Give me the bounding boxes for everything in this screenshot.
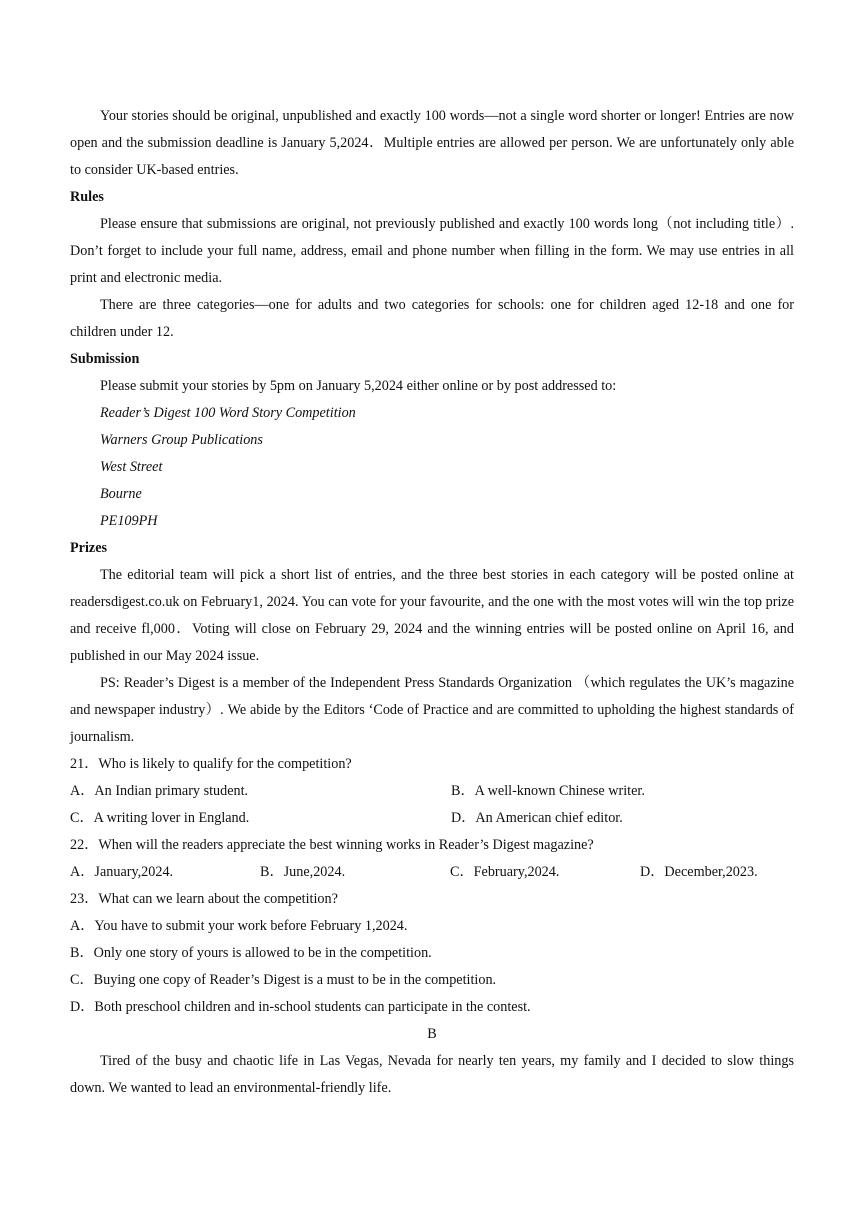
option-a: A．An Indian primary student. (70, 783, 249, 799)
option-c: C．February,2024. (450, 864, 560, 880)
option-b: B．Only one story of yours is allowed to be in the competition. (70, 945, 432, 961)
address-line: Bourne (100, 486, 142, 502)
option-d: D．An American chief editor. (451, 810, 623, 826)
address-line: Warners Group Publications (100, 432, 263, 448)
question-21-options-row-2 (70, 805, 794, 832)
question-22-options-row (70, 859, 794, 886)
rules-paragraph-2: There are three categories—one for adults and two categories for schools: one for children aged 12-18 and one for children under 12. (70, 297, 794, 340)
question-23-stem: 23．What can we learn about the competition? (70, 891, 338, 907)
address-line: Reader’s Digest 100 Word Story Competition (100, 405, 356, 421)
rules-heading: Rules (70, 189, 104, 205)
option-a: A．January,2024. (70, 864, 174, 880)
option-a: A．You have to submit your work before February 1,2024. (70, 918, 408, 934)
address-line: PE109PH (100, 513, 158, 529)
section-b-paragraph: Tired of the busy and chaotic life in Las Vegas, Nevada for nearly ten years, my family and I decided to slow things down. We wanted to lead an environmental-friendly life. (70, 1053, 794, 1096)
option-c: C．A writing lover in England. (70, 810, 250, 826)
question-22-stem: 22．When will the readers appreciate the best winning works in Reader’s Digest magazine? (70, 837, 594, 853)
address-line: West Street (100, 459, 163, 475)
prizes-paragraph-1: The editorial team will pick a short list of entries, and the three best stories in each category will be posted online at readersdigest.co.uk on February1, 2024. You can vote for your favourite, and the one with the most votes will win the top prize and receive fl,000．Voting will close on February 29, 2024 and the winning entries will be posted online on April 16, and published in our May 2024 issue. (70, 567, 794, 664)
intro-paragraph: Your stories should be original, unpublished and exactly 100 words—not a single word shorter or longer! Entries are now open and the submission deadline is January 5,2024．Multiple entries are allowed per person. We are unfortunately only able to consider UK-based entries. (70, 108, 794, 178)
prizes-heading: Prizes (70, 540, 108, 556)
submission-paragraph: Please submit your stories by 5pm on January 5,2024 either online or by post addressed to: (100, 378, 617, 394)
option-b: B．A well-known Chinese writer. (451, 783, 645, 799)
section-b-label: B (427, 1026, 437, 1042)
submission-heading: Submission (70, 351, 140, 367)
page-content (70, 103, 794, 1102)
question-21-stem: 21．Who is likely to qualify for the competition? (70, 756, 352, 772)
rules-paragraph-1: Please ensure that submissions are original, not previously published and exactly 100 words long（not including title）. Don’t forget to include your full name, address, email and phone number when filling in the form. We may use entries in all print and electronic media. (70, 216, 794, 286)
option-c: C．Buying one copy of Reader’s Digest is a must to be in the competition. (70, 972, 497, 988)
option-b: B．June,2024. (260, 864, 346, 880)
prizes-paragraph-2: PS: Reader’s Digest is a member of the Independent Press Standards Organization （which regulates the UK’s magazine and newspaper industry）. We abide by the Editors ‘Code of Practice and are committed to upholding the highest standards of journalism. (70, 675, 794, 745)
question-21-options-row-1 (70, 778, 794, 805)
option-d: D．December,2023. (640, 864, 758, 880)
option-d: D．Both preschool children and in-school students can participate in the contest. (70, 999, 531, 1015)
